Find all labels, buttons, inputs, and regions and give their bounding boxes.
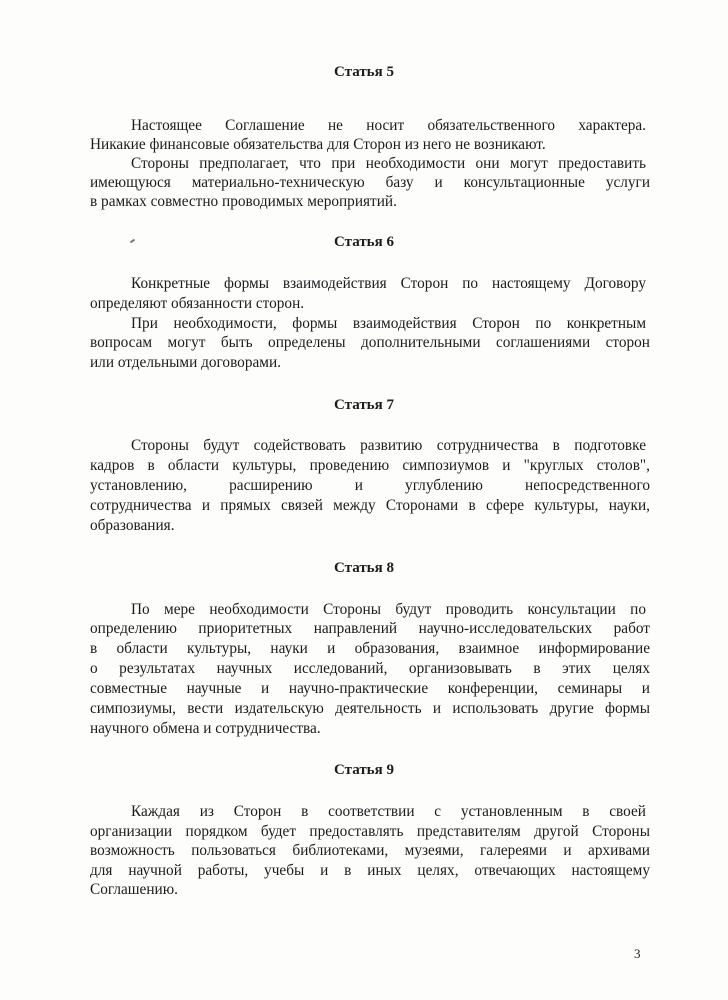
page-number: 3 <box>634 946 641 961</box>
article-7-line-4: сотрудничества и прямых связей между Сторонами в сфере культуры, науки, <box>90 497 650 514</box>
article-7-heading: Статья 7 <box>334 397 394 413</box>
article-9-heading: Статья 9 <box>334 762 394 778</box>
article-5-line-4: имеющуюся материально-техническую базу и консультационные услуги <box>90 174 650 191</box>
article-5-line-3: Стороны предполагает, что при необходимости они могут предоставить <box>131 155 646 172</box>
article-8-line-1: По мере необходимости Стороны будут проводить консультации по <box>131 601 646 618</box>
article-8-line-7: научного обмена и сотрудничества. <box>90 720 321 737</box>
article-5-line-1: Настоящее Соглашение не носит обязательственного характера. <box>131 117 646 134</box>
article-9-line-2: организации порядком будет предоставлять представителям другой Стороны <box>90 823 650 840</box>
article-7-line-2: кадров в области культуры, проведению симпозиумов и "круглых столов", <box>90 457 650 474</box>
article-8-heading: Статья 8 <box>334 560 394 576</box>
article-6-line-1: Конкретные формы взаимодействия Сторон по настоящему Договору <box>131 275 646 292</box>
article-9-line-4: для научной работы, учебы и в иных целях, отвечающих настоящему <box>90 862 650 879</box>
article-8-line-5: совместные научные и научно-практические конференции, семинары и <box>90 680 650 697</box>
article-6-line-4: вопросам могут быть определены дополнительными соглашениями сторон <box>90 334 650 351</box>
article-9-line-3: возможность пользоваться библиотеками, музеями, галереями и архивами <box>90 842 650 859</box>
article-6-line-2: определяют обязанности сторон. <box>90 295 305 312</box>
article-6-line-5: или отдельными договорами. <box>90 354 281 371</box>
article-6-heading: Статья 6 <box>334 234 394 250</box>
article-8-line-6: симпозиумы, вести издательскую деятельность и использовать другие формы <box>90 700 650 717</box>
article-5-line-2: Никакие финансовые обязательства для Сторон из него не возникают. <box>90 136 546 153</box>
article-5-line-5: в рамках совместно проводимых мероприятий. <box>90 193 397 210</box>
article-9-line-1: Каждая из Сторон в соответствии с установленным в своей <box>131 803 646 820</box>
article-8-line-3: в области культуры, науки и образования, взаимное информирование <box>90 640 650 657</box>
article-7-line-5: образования. <box>90 517 175 534</box>
article-6-line-3: При необходимости, формы взаимодействия Сторон по конкретным <box>131 315 646 332</box>
article-5-heading: Статья 5 <box>334 64 394 80</box>
article-8-line-4: о результатах научных исследований, организовывать в этих целях <box>90 660 650 677</box>
article-8-line-2: определению приоритетных направлений научно-исследовательских работ <box>90 620 650 637</box>
article-9-line-5: Соглашению. <box>90 881 178 898</box>
article-7-line-3: установлению, расширению и углублению непосредственного <box>90 477 650 494</box>
article-7-line-1: Стороны будут содействовать развитию сотрудничества в подготовке <box>131 437 646 454</box>
